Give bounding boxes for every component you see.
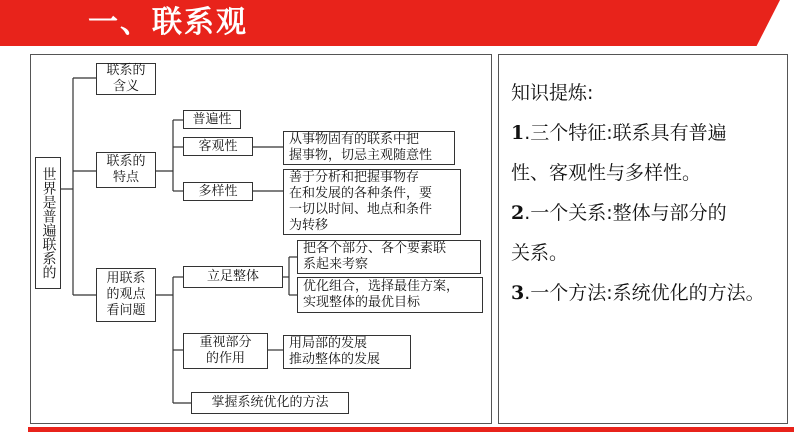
header-bar [0,0,794,46]
node-whole: 立足整体 [183,266,283,288]
node-whole-desc1: 把各个部分、各个要素联 系起来考察 [297,240,481,274]
node-parts: 重视部分 的作用 [183,333,268,369]
node-objectivity-desc: 从事物固有的联系中把 握事物，切忌主观随意性 [283,131,455,165]
node-diversity-desc: 善于分析和把握事物存 在和发展的各种条件，要 一切以时间、地点和条件 为转移 [283,169,461,235]
page-title: 一、联系观 [88,5,248,40]
knowledge-line-1: 1.三个特征:联系具有普遍 [511,122,727,144]
knowledge-line-3: 3.一个方法:系统优化的方法。 [511,282,765,304]
node-features: 联系的 特点 [96,152,156,188]
node-whole-desc2: 优化组合，选择最佳方案， 实现整体的最优目标 [297,277,483,313]
node-meaning: 联系的 含义 [96,63,156,95]
knowledge-heading: 知识提炼: [511,82,594,104]
node-apply: 用联系 的观点 看问题 [96,268,156,322]
node-optimization: 掌握系统优化的方法 [191,392,349,414]
knowledge-line-1-cont: 性、客观性与多样性。 [511,162,702,184]
knowledge-line-2-cont: 关系。 [511,242,569,264]
footer-red-strip [28,427,794,432]
node-parts-desc: 用局部的发展 推动整体的发展 [283,335,411,369]
node-universality: 普遍性 [183,110,241,129]
node-diversity: 多样性 [183,182,253,201]
mindmap-panel [30,54,492,424]
mindmap-root: 世界是普遍联系的 [35,157,61,289]
node-objectivity: 客观性 [183,137,253,156]
knowledge-panel [498,54,788,424]
knowledge-line-2: 2.一个关系:整体与部分的 [511,202,727,224]
